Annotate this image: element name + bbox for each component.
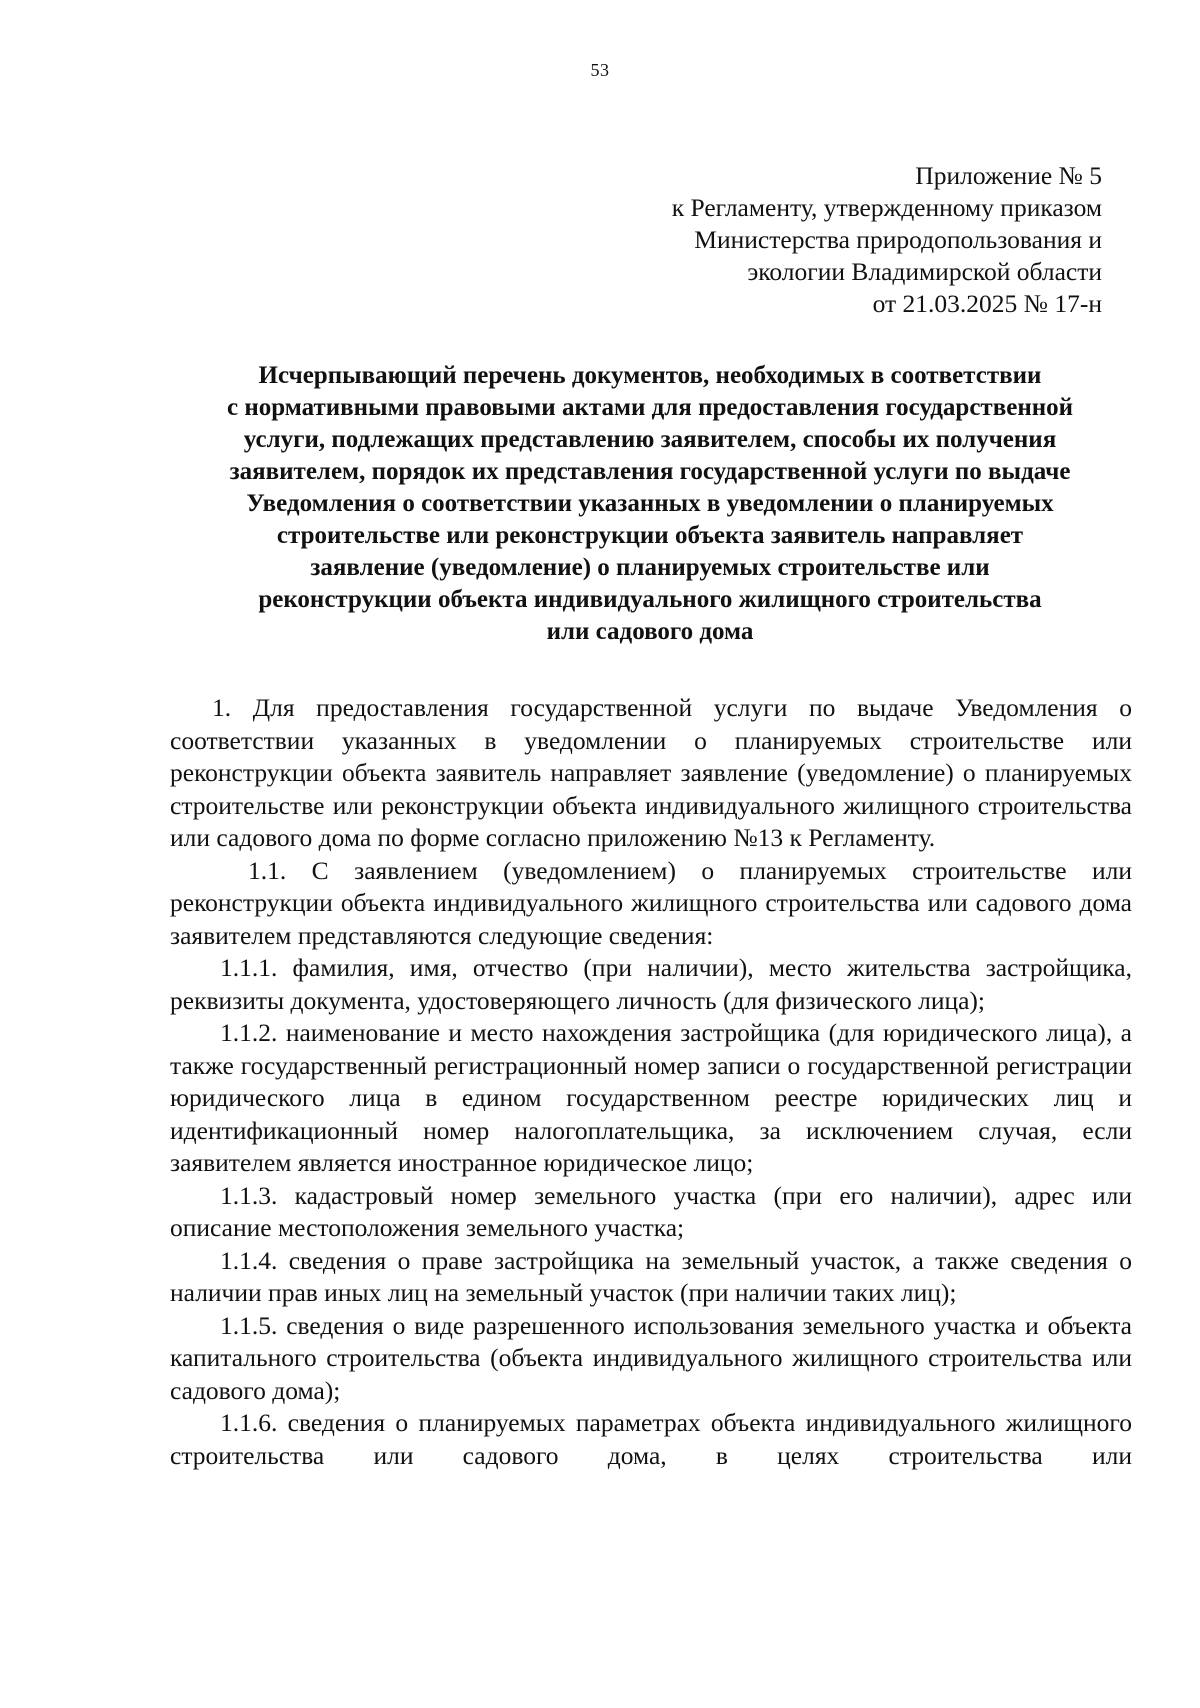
title-line: строительстве или реконструкции объекта заявитель направляет: [276, 522, 1024, 549]
appendix-number: Приложение № 5: [915, 161, 1102, 190]
paragraph-1-1-6: 1.1.6. сведения о планируемых параметрах объекта индивидуального жилищного строительства или садового дома, в целях строительства или: [170, 1408, 1132, 1470]
paragraph-1-1: 1.1. С заявлением (уведомлением) о планируемых строительстве или реконструкции объекта индивидуального жилищного строительства или садового дома заявителем представляются следующие сведения:: [170, 855, 1132, 950]
appendix-date: от 21.03.2025 № 17-н: [872, 289, 1102, 318]
title-line: заявление (уведомление) о планируемых строительстве или: [310, 554, 990, 581]
appendix-ministry: Министерства природопользования и: [694, 225, 1102, 254]
page-number: 53: [590, 60, 610, 80]
title-line: или садового дома: [546, 618, 754, 645]
appendix-header: [672, 160, 1102, 320]
title-line: услуги, подлежащих представлению заявителем, способы их получения: [243, 426, 1057, 453]
paragraph-1: 1. Для предоставления государственной услуги по выдаче Уведомления о соответствии указанных в уведомлении о планируемых строительстве или реконструкции объекта заявитель направляет заявление (уведомление) о планируемых строительстве или реконструкции объекта индивидуального жилищного строительства или садового дома по форме согласно приложению №13 к Регламенту.: [170, 693, 1132, 852]
document-title: [160, 360, 1140, 648]
title-line: Исчерпывающий перечень документов, необходимых в соответствии: [258, 362, 1042, 389]
appendix-region: экологии Владимирской области: [747, 257, 1102, 286]
title-line: заявителем, порядок их представления государственной услуги по выдаче: [229, 458, 1071, 485]
paragraph-1-1-3: 1.1.3. кадастровый номер земельного участка (при его наличии), адрес или описание местоположения земельного участка;: [170, 1180, 1132, 1242]
appendix-reference: к Регламенту, утвержденному приказом: [671, 193, 1102, 222]
title-line: с нормативными правовыми актами для предоставления государственной: [226, 394, 1074, 421]
paragraph-1-1-5: 1.1.5. сведения о виде разрешенного использования земельного участка и объекта капитального строительства (объекта индивидуального жилищного строительства или садового дома);: [170, 1310, 1132, 1405]
paragraph-1-1-4: 1.1.4. сведения о праве застройщика на земельный участок, а также сведения о наличии прав иных лиц на земельный участок (при наличии таких лиц);: [170, 1245, 1132, 1307]
paragraph-1-1-2: 1.1.2. наименование и место нахождения застройщика (для юридического лица), а также государственный регистрационный номер записи о государственной регистрации юридического лица в едином государственном реестре юридических лиц и идентификационный номер налогоплательщика, за исключением случая, если заявителем является иностранное юридическое лицо;: [170, 1018, 1132, 1177]
title-line: реконструкции объекта индивидуального жилищного строительства: [258, 586, 1042, 613]
document-body: [170, 692, 1132, 1472]
paragraph-1-1-1: 1.1.1. фамилия, имя, отчество (при наличии), место жительства застройщика, реквизиты документа, удостоверяющего личность (для физического лица);: [170, 953, 1132, 1015]
title-line: Уведомления о соответствии указанных в уведомлении о планируемых: [246, 490, 1054, 517]
